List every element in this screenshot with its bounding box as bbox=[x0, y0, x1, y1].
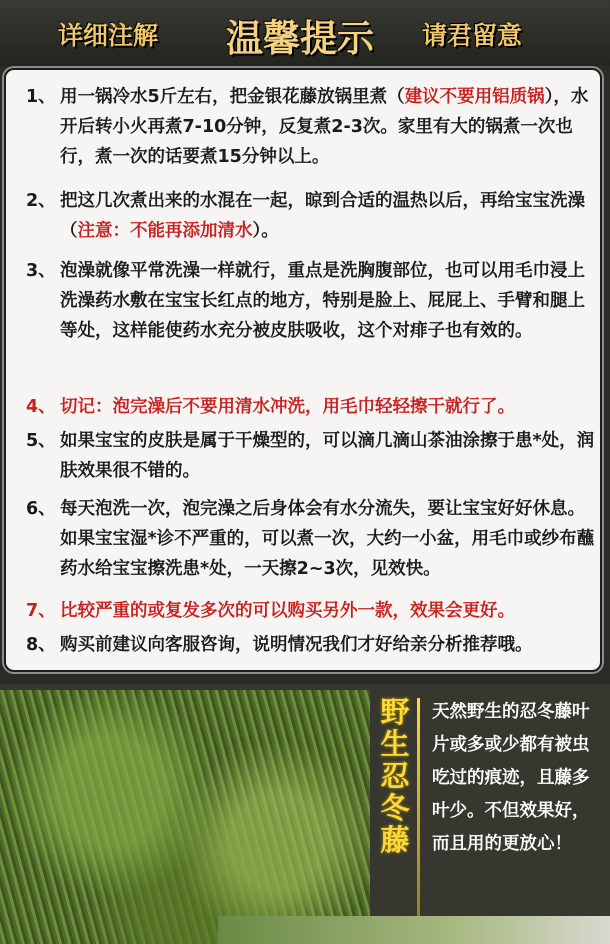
note-number: 7、 bbox=[26, 601, 56, 621]
wild-vine-photo bbox=[0, 690, 370, 944]
note-number: 3、 bbox=[26, 261, 56, 281]
note-text: 每天泡洗一次，泡完澡之后身体会有水分流失，要让宝宝好好休息。如果宝宝湿*诊不严重的，可以煮一次，大约一小盆，用毛巾或纱布蘸药水给宝宝擦洗患*处，一天擦2~3次，见效快。 bbox=[60, 499, 595, 579]
note-2 bbox=[26, 186, 598, 241]
note-3 bbox=[26, 256, 598, 341]
note-text: 把这几次煮出来的水混在一起，晾到合适的温热以后，再给宝宝洗澡（注意：不能再添加清水）。 bbox=[60, 191, 585, 241]
note-text: 购买前建议向客服咨询，说明情况我们才好给亲分析推荐哦。 bbox=[60, 635, 533, 655]
note-text: 切记：泡完澡后不要用清水冲洗，用毛巾轻轻擦干就行了。 bbox=[60, 397, 515, 417]
note-7 bbox=[26, 596, 598, 626]
note-text: 泡澡就像平常洗澡一样就行，重点是洗胸腹部位，也可以用毛巾浸上洗澡药水敷在宝宝长红点的地方，特别是脸上、屁屁上、手臂和腿上等处，这样能使药水充分被皮肤吸收，这个对痱子也有效的。 bbox=[60, 261, 585, 341]
note-number: 4、 bbox=[26, 397, 56, 417]
note-number: 8、 bbox=[26, 635, 56, 655]
banner-left-text: 详细注解 bbox=[58, 21, 159, 50]
header-banner bbox=[0, 0, 610, 66]
instructions-panel bbox=[4, 68, 602, 672]
title-divider bbox=[417, 698, 420, 934]
product-description: 天然野生的忍冬藤叶片或多或少都有被虫吃过的痕迹，且藤多叶少。不但效果好，而且用的更放心！ bbox=[432, 702, 590, 854]
banner-right-text: 请君留意 bbox=[422, 21, 523, 50]
note-number: 1、 bbox=[26, 87, 56, 107]
note-number: 2、 bbox=[26, 191, 56, 211]
note-text: 用一锅冷水5斤左右，把金银花藤放锅里煮（建议不要用铝质锅），水开后转小火再煮7-10分钟，反复煮2-3次。家里有大的锅煮一次也行，煮一次的话要煮15分钟以上。 bbox=[60, 87, 589, 167]
note-text: 如果宝宝的皮肤是属于干燥型的，可以滴几滴山茶油涂擦于患*处，润肤效果很不错的。 bbox=[60, 431, 595, 481]
note-1 bbox=[26, 82, 598, 167]
banner-title: 温馨提示 bbox=[226, 17, 374, 60]
field-photo bbox=[218, 916, 610, 944]
product-title: 野生忍冬藤 bbox=[380, 695, 410, 857]
note-5 bbox=[26, 426, 598, 481]
note-number: 6、 bbox=[26, 499, 56, 519]
note-6 bbox=[26, 494, 598, 579]
note-text: 比较严重的或复发多次的可以购买另外一款，效果会更好。 bbox=[60, 601, 515, 621]
note-8 bbox=[26, 630, 598, 660]
note-4 bbox=[26, 392, 598, 422]
note-number: 5、 bbox=[26, 431, 56, 451]
